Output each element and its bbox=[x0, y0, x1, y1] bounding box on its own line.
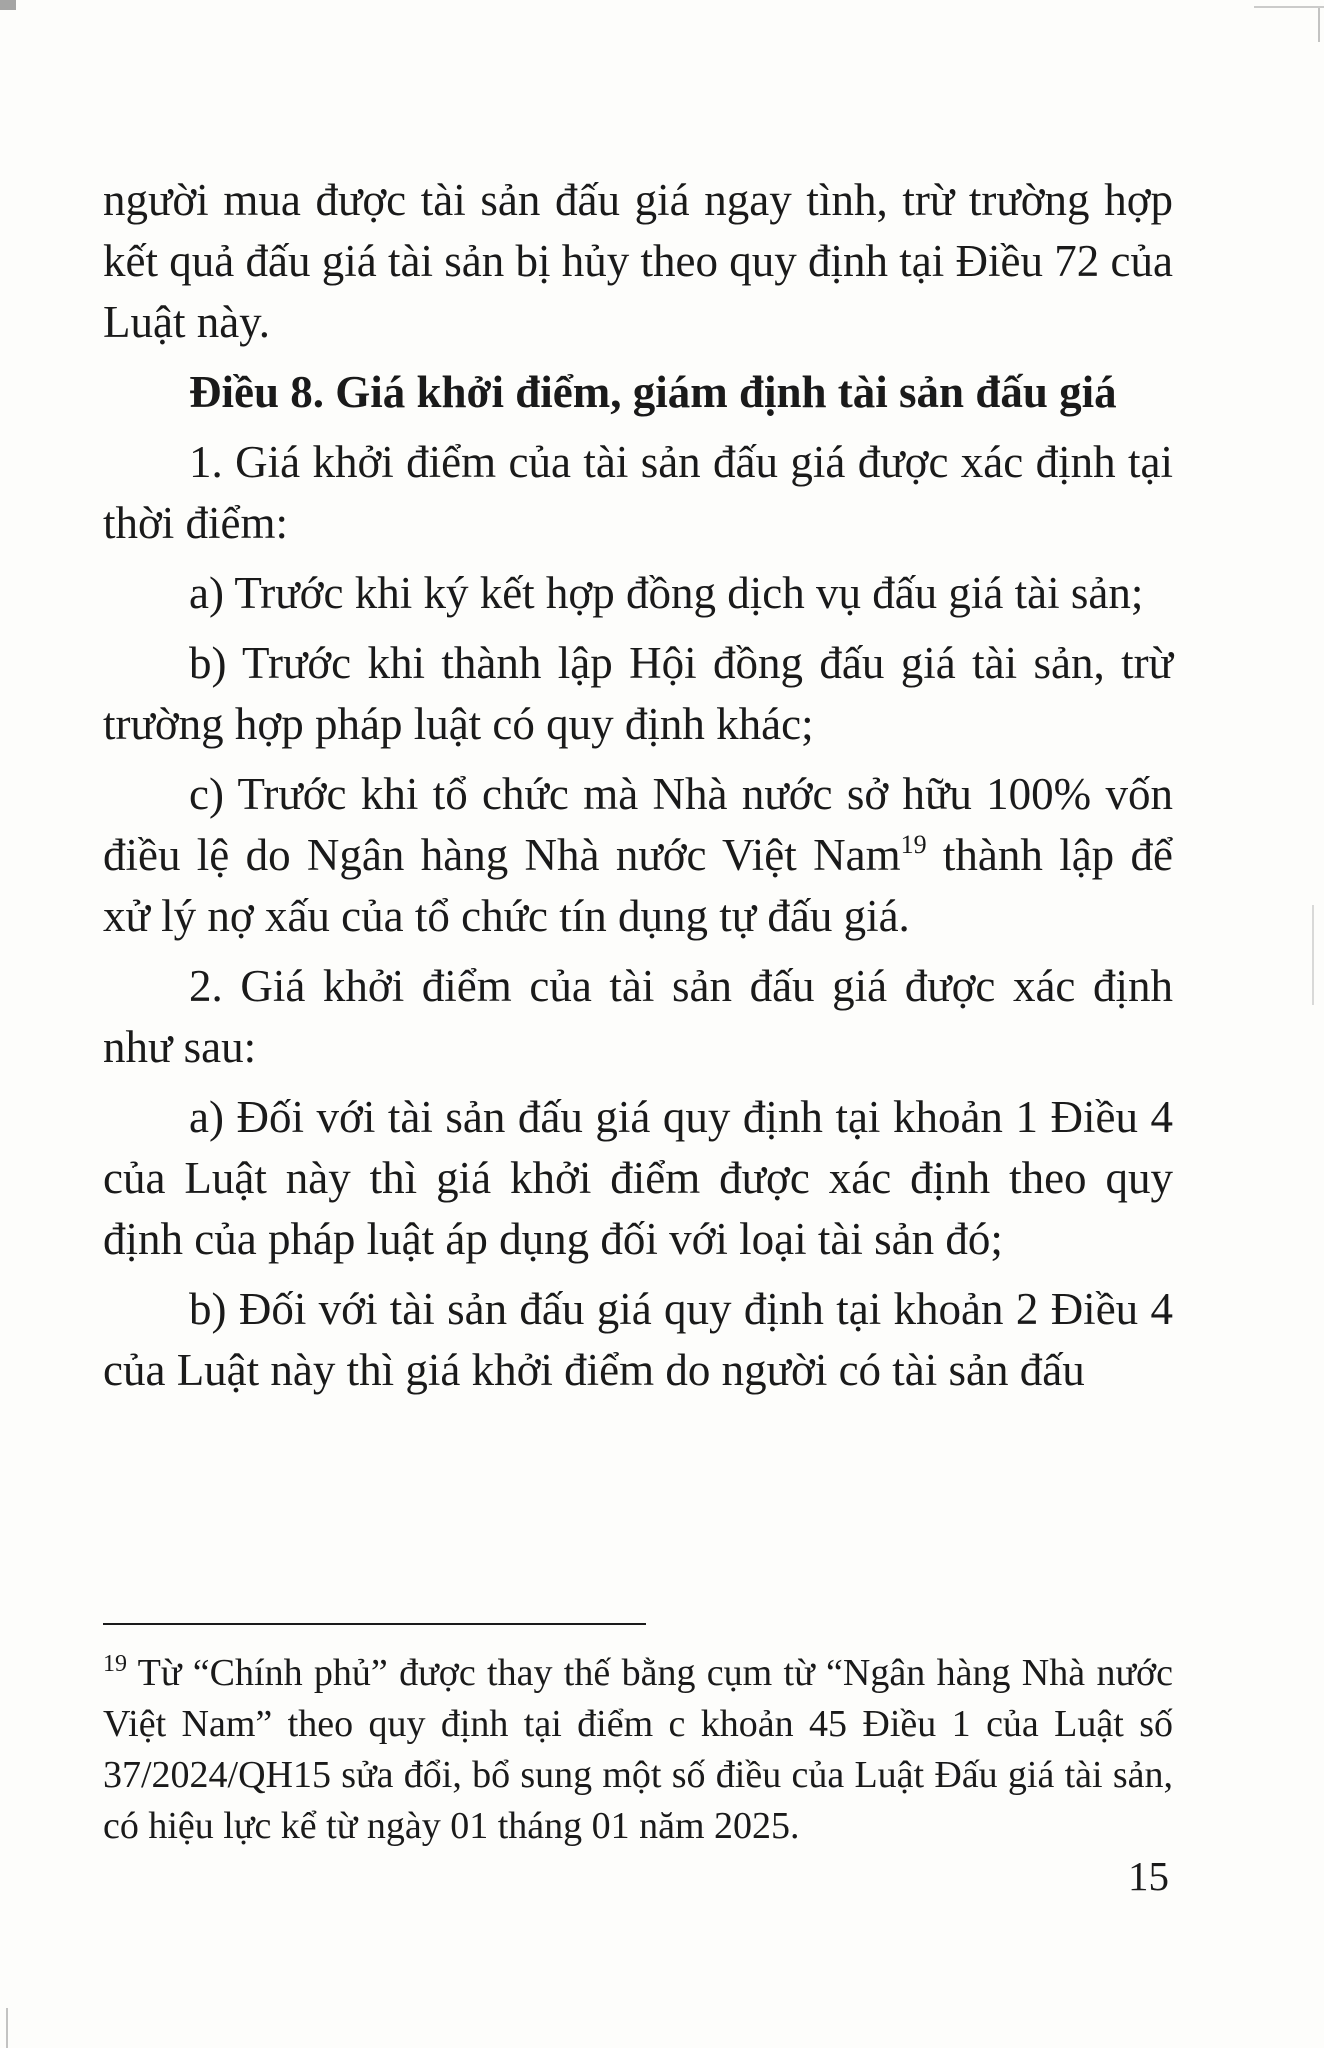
footnote-divider bbox=[103, 1623, 646, 1625]
page-number: 15 bbox=[1128, 1853, 1169, 1899]
page-body bbox=[103, 170, 1173, 1410]
scan-edge-mark bbox=[6, 2008, 8, 2048]
scan-edge-mark bbox=[1254, 6, 1324, 8]
scan-edge-mark bbox=[0, 0, 16, 10]
scan-edge-mark bbox=[1318, 8, 1320, 42]
point-1b: b) Trước khi thành lập Hội đồng đấu giá tài sản, trừ trường hợp pháp luật có quy định khác; bbox=[103, 638, 1173, 749]
point-2a: a) Đối với tài sản đấu giá quy định tại khoản 1 Điều 4 của Luật này thì giá khởi điểm được xác định theo quy định của pháp luật áp dụng đối với loại tài sản đó; bbox=[103, 1092, 1173, 1264]
point-2b: b) Đối với tài sản đấu giá quy định tại khoản 2 Điều 4 của Luật này thì giá khởi điểm do người có tài sản đấu bbox=[103, 1284, 1173, 1395]
point-1c-text-end: thành lập để xử lý nợ xấu của tổ chức tín dụng tự đấu giá. bbox=[103, 830, 1173, 941]
clause-1: 1. Giá khởi điểm của tài sản đấu giá được xác định tại thời điểm: bbox=[103, 437, 1173, 548]
point-1c bbox=[103, 764, 1173, 947]
clause-2: 2. Giá khởi điểm của tài sản đấu giá được xác định như sau: bbox=[103, 961, 1173, 1072]
point-1c-text: c) Trước khi tổ chức mà Nhà nước sở hữu 100% vốn điều lệ do Ngân hàng Nhà nước Việt Nam bbox=[103, 769, 1173, 880]
scan-edge-mark bbox=[1312, 905, 1314, 1005]
point-1a: a) Trước khi ký kết hợp đồng dịch vụ đấu giá tài sản; bbox=[189, 568, 1144, 618]
article-heading: Điều 8. Giá khởi điểm, giám định tài sản đấu giá bbox=[189, 367, 1117, 417]
footnote bbox=[103, 1648, 1173, 1852]
paragraph-continuation: người mua được tài sản đấu giá ngay tình, trừ trường hợp kết quả đấu giá tài sản bị hủy theo quy định tại Điều 72 của Luật này. bbox=[103, 175, 1173, 347]
footnote-number: 19 bbox=[103, 1651, 127, 1677]
footnote-reference[interactable]: 19 bbox=[900, 830, 927, 859]
footnote-text: Từ “Chính phủ” được thay thế bằng cụm từ “Ngân hàng Nhà nước Việt Nam” theo quy định tại điểm c khoản 45 Điều 1 của Luật số 37/2024/QH15 sửa đổi, bổ sung một số điều của Luật Đấu giá tài sản, có hiệu lực kể từ ngày 01 tháng 01 năm 2025. bbox=[103, 1652, 1173, 1847]
